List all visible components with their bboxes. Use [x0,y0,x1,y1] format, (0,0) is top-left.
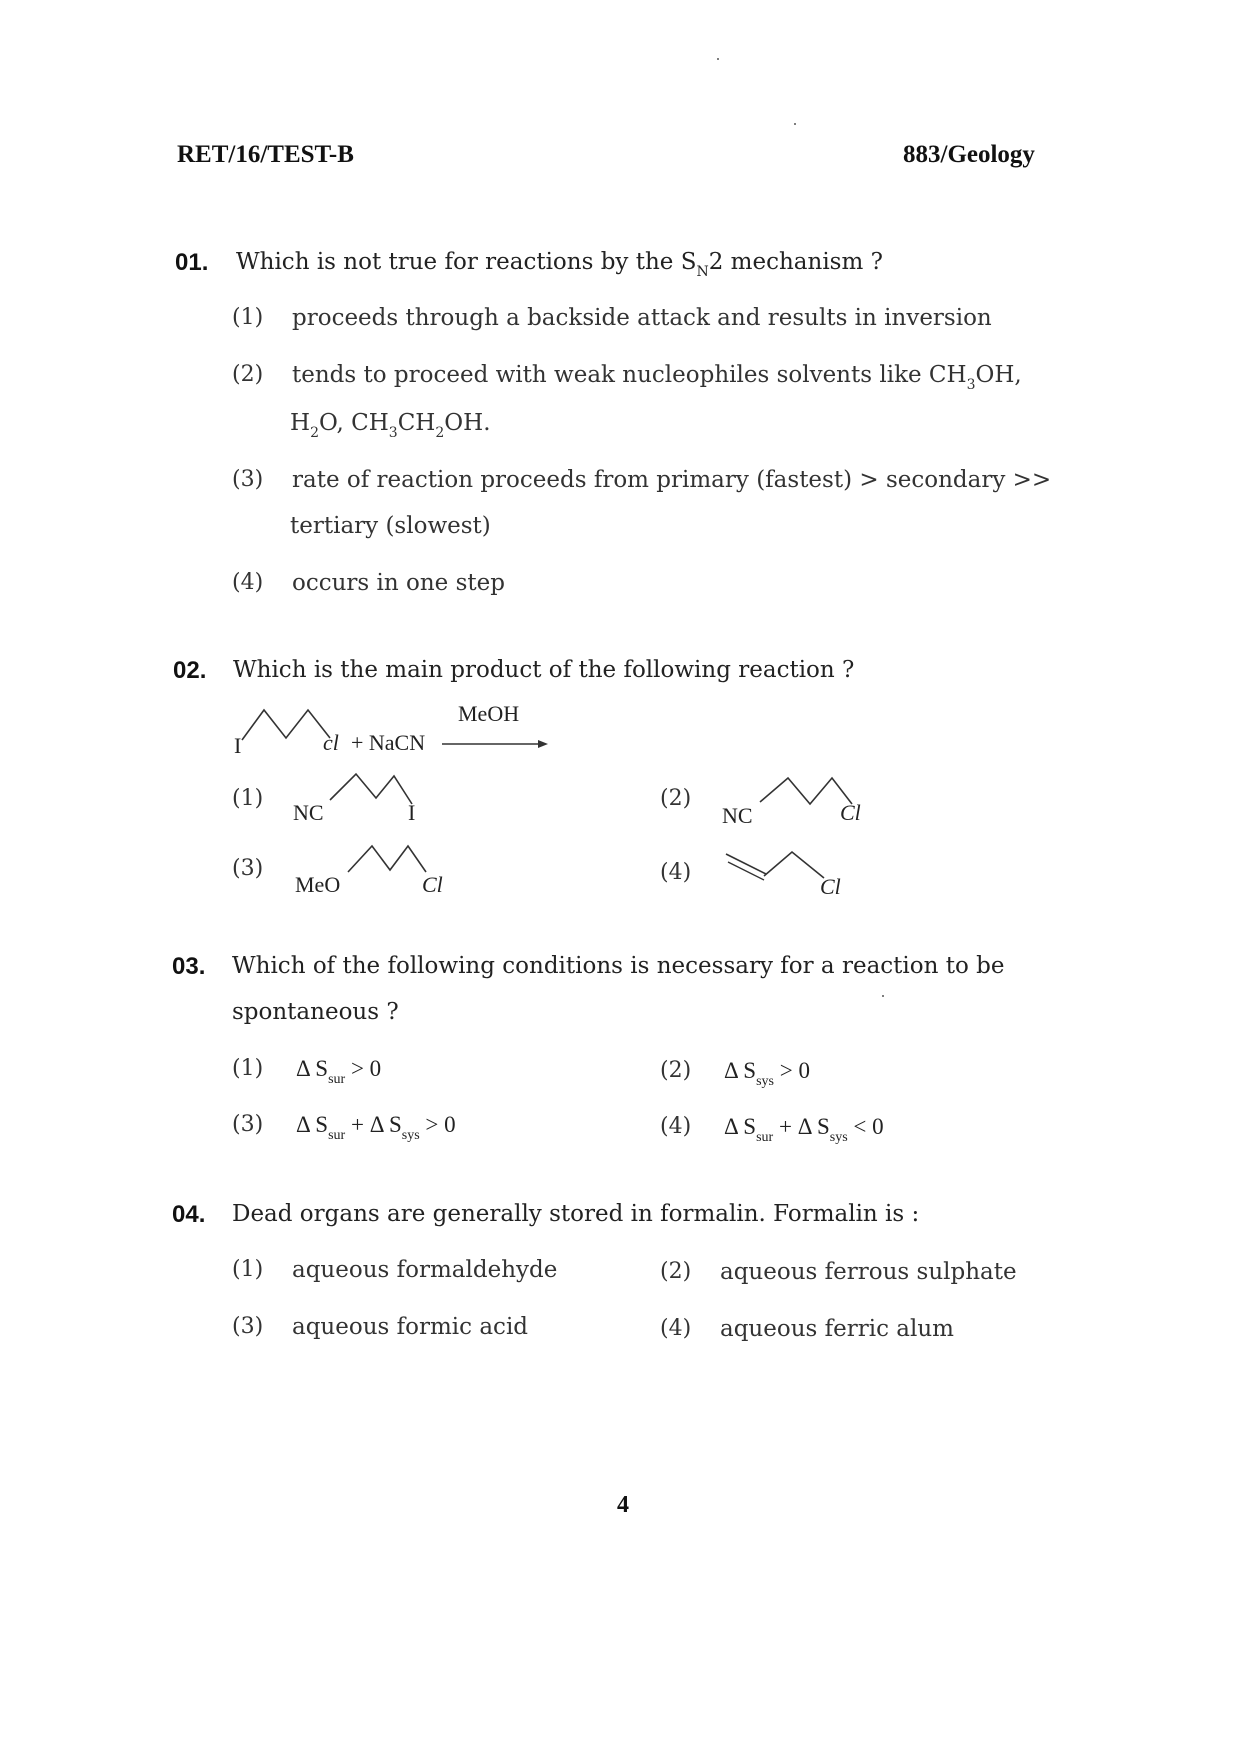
structure-right-group: Cl [840,800,861,825]
option-number: (2) [660,786,692,811]
option-number: (1) [232,305,264,330]
option-number: (3) [232,1112,264,1137]
option-number: (2) [660,1259,692,1284]
page-number: 4 [617,1492,629,1518]
option-number: (4) [660,1114,692,1139]
structure-right-group: Cl [422,872,443,897]
option-text: aqueous formic acid [292,1314,529,1340]
option-number: (3) [232,1314,264,1339]
option-number: (2) [232,362,264,387]
question-number: 01. [175,249,209,276]
option-text: aqueous formaldehyde [292,1257,558,1283]
question-number: 03. [172,953,206,980]
option-text: aqueous ferrous sulphate [720,1259,1017,1285]
reactant-left-atom: I [234,733,242,758]
option-text: aqueous ferric alum [720,1316,954,1342]
option-number: (1) [232,786,264,811]
option-number: (3) [232,856,264,881]
structure-left-group: NC [722,803,753,828]
reagent-label: MeOH [458,701,520,726]
reactant-nacn: + NaCN [351,730,426,755]
option-number: (4) [660,1316,692,1341]
question-number: 04. [172,1201,206,1228]
question-text: Which is not true for reactions by the $S_N2$ mechanism ? [236,249,883,280]
option-number: (1) [232,1056,264,1081]
option-expression: Δ $S_{sys} > 0$ [724,1058,810,1089]
option-expression: Δ $S_{sur} > 0$ [296,1056,382,1087]
question-text-continued: spontaneous ? [232,999,399,1025]
reactant-right-atom: cl [323,730,339,755]
option-text: tends to proceed with weak nucleophiles solvents like $CH_3OH$, [292,362,1022,393]
structure-right-group: Cl [820,874,841,899]
structure-option-1 [290,770,450,830]
header-test-code: RET/16/TEST-B [177,141,354,168]
question-number: 02. [173,657,207,684]
option-expression: Δ $S_{sur} + \Delta$ $S_{sys} < 0$ [724,1114,884,1145]
option-number: (2) [660,1058,692,1083]
option-number: (4) [660,860,692,885]
option-text: proceeds through a backside attack and results in inversion [292,305,992,331]
header-subject: 883/Geology [903,141,1035,168]
structure-skeleton [290,770,450,830]
structure-option-2 [720,770,880,830]
option-number: (4) [232,570,264,595]
structure-skeleton [718,840,878,906]
option-number: (1) [232,1257,264,1282]
question-text: Dead organs are generally stored in formalin. Formalin is : [232,1201,920,1227]
reaction-arrow [442,737,552,751]
reactant-skeleton [228,700,338,760]
question-text: Which of the following conditions is necessary for a reaction to be [232,953,1005,979]
structure-option-4 [718,840,878,906]
structure-left-group: MeO [295,872,341,897]
structure-option-3 [292,838,462,904]
option-text-continued: tertiary (slowest) [290,513,491,539]
option-text: occurs in one step [292,570,505,596]
option-number: (3) [232,467,264,492]
option-text-continued: $H_2O$, $CH_3CH_2OH$. [290,410,491,441]
question-text: Which is the main product of the following reaction ? [233,657,855,683]
structure-left-group: NC [293,800,324,825]
structure-right-group: I [408,800,416,825]
option-expression: Δ $S_{sur} + \Delta$ $S_{sys} > 0$ [296,1112,456,1143]
reaction-scheme [228,700,568,760]
option-text: rate of reaction proceeds from primary (fastest) > secondary >> [292,467,1052,493]
